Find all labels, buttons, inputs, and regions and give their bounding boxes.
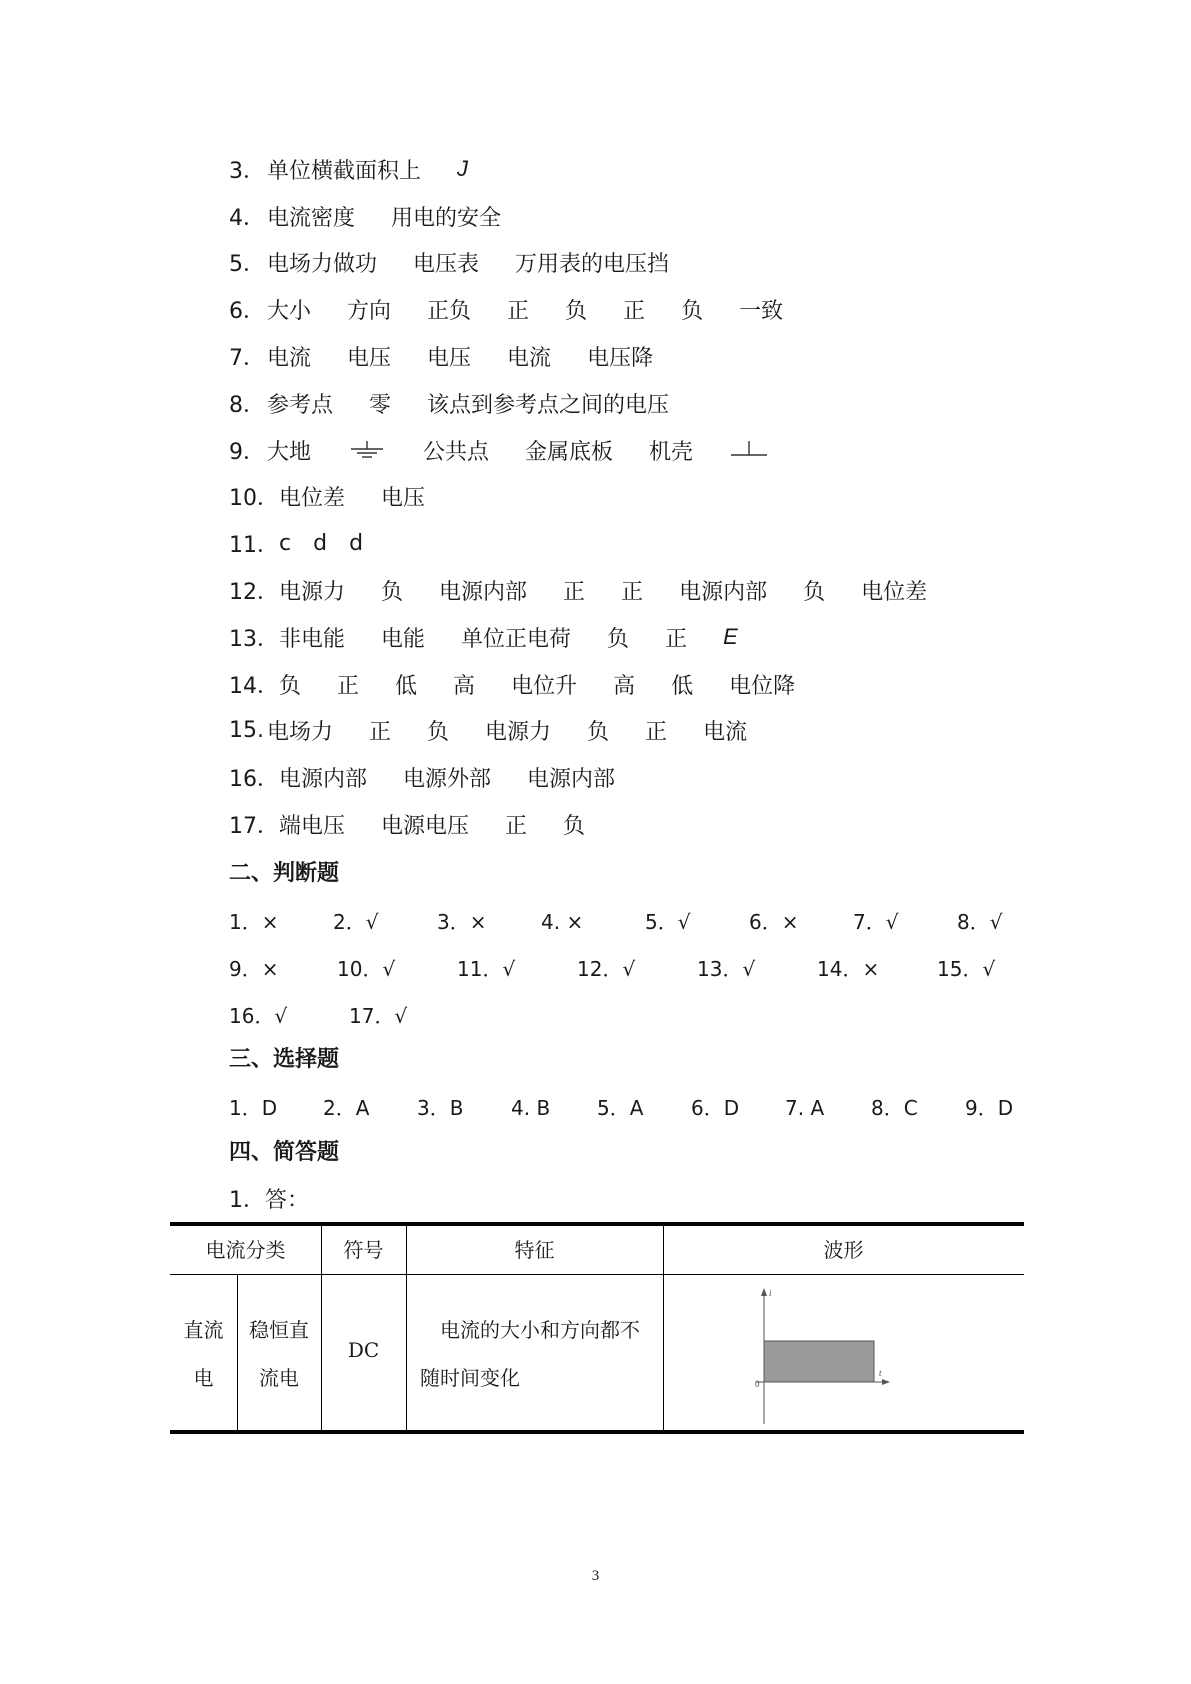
section-heading-short-answer: 四、简答题 xyxy=(229,1140,340,1165)
chassis-ground-symbol-icon xyxy=(729,439,769,461)
answer-text: 正 xyxy=(665,626,688,652)
axis-label-t: t xyxy=(879,1368,882,1378)
judgment-row xyxy=(229,902,1019,942)
answer-text: 零 xyxy=(369,392,392,418)
judgment-answer: 12．√ xyxy=(577,957,636,981)
item-number: 12． xyxy=(229,580,279,606)
table-bottom-rule xyxy=(170,1430,1024,1434)
judgment-answer: 6．× xyxy=(749,910,799,934)
judgment-answer: 3．× xyxy=(437,910,487,934)
answer-text: d xyxy=(313,531,328,557)
answer-text: 用电的安全 xyxy=(391,205,502,231)
classification-sub-line2: 流电 xyxy=(259,1366,299,1390)
answer-text: 电源力 xyxy=(279,580,346,606)
judgment-answer: 10．√ xyxy=(337,957,396,981)
choice-answer: 9．D xyxy=(965,1096,1014,1120)
answer-text: 高 xyxy=(613,673,636,699)
answer-text: 正 xyxy=(645,720,668,746)
answer-text: 正 xyxy=(621,580,644,606)
column-divider xyxy=(237,1275,238,1430)
item-number: 5． xyxy=(229,252,265,278)
judgment-answer: 7．√ xyxy=(853,910,899,934)
answer-text: 公共点 xyxy=(423,439,490,465)
answer-text: 高 xyxy=(453,673,476,699)
symbol-cell: DC xyxy=(347,1338,380,1362)
answer-text: 该点到参考点之间的电压 xyxy=(427,392,670,418)
answer-text: 正负 xyxy=(427,299,472,325)
choice-row xyxy=(229,1088,1019,1128)
feature-line2: 随时间变化 xyxy=(420,1366,520,1390)
answer-text: 电压 xyxy=(427,346,472,372)
answer-text: 单位正电荷 xyxy=(461,626,572,652)
answer-text: 电源电压 xyxy=(381,814,470,840)
answer-text: 电流密度 xyxy=(267,205,356,231)
item-number: 13． xyxy=(229,626,279,652)
answer-text: 电流 xyxy=(507,346,552,372)
item-number: 14． xyxy=(229,673,279,699)
answer-text: 电场力 xyxy=(267,720,334,746)
answer-line-15 xyxy=(229,708,1029,755)
answer-text: 电压降 xyxy=(587,346,654,372)
answer-text: 大地 xyxy=(267,439,312,465)
judgment-answer: 17．√ xyxy=(349,1004,408,1028)
choice-answer: 6．D xyxy=(691,1096,740,1120)
judgment-answer: 2．√ xyxy=(333,910,379,934)
answer-line-8 xyxy=(229,380,1029,427)
answer-line-13 xyxy=(229,614,1029,661)
answer-text: 正 xyxy=(337,673,360,699)
choice-answer: 5．A xyxy=(597,1096,644,1120)
judgment-answer: 11．√ xyxy=(457,957,516,981)
classification-main-line2: 电 xyxy=(193,1366,214,1390)
answer-label: 1．答： xyxy=(229,1188,309,1213)
x-axis-arrow xyxy=(882,1379,890,1385)
judgment-answer: 1．× xyxy=(229,910,279,934)
judgment-answer: 14．× xyxy=(817,957,880,981)
table-header-symbol: 符号 xyxy=(343,1238,384,1262)
item-number: 10． xyxy=(229,486,279,512)
answer-text: 电压 xyxy=(347,346,392,372)
answer-text: 万用表的电压挡 xyxy=(515,252,670,278)
judgment-row xyxy=(229,949,1019,989)
judgment-answer: 8．√ xyxy=(957,910,1003,934)
judgment-answer: 4. × xyxy=(541,910,584,934)
answer-text: 电位升 xyxy=(511,673,578,699)
answer-line-6 xyxy=(229,286,1029,333)
dc-waveform-graph xyxy=(754,1286,904,1426)
item-number: 8． xyxy=(229,392,265,418)
answer-text: 正 xyxy=(369,720,392,746)
table-top-rule xyxy=(170,1222,1024,1226)
answer-text: 一致 xyxy=(739,299,784,325)
answer-text: 电源内部 xyxy=(279,767,368,793)
table-header-rule xyxy=(170,1274,1024,1275)
answer-text: 非电能 xyxy=(279,626,346,652)
answer-line-14 xyxy=(229,661,1029,708)
answer-text: 端电压 xyxy=(279,814,346,840)
answer-text: 电源内部 xyxy=(439,580,528,606)
answer-text: 单位横截面积上 xyxy=(267,158,422,184)
answer-text: d xyxy=(349,531,364,557)
answer-text: 低 xyxy=(671,673,694,699)
dc-current-level xyxy=(764,1341,874,1382)
item-number: 16． xyxy=(229,767,279,793)
choice-answer: 3．B xyxy=(417,1096,464,1120)
item-number: 11． xyxy=(229,533,279,559)
answer-text: 负 xyxy=(427,720,450,746)
answer-text: 机壳 xyxy=(649,439,694,465)
answer-text: E xyxy=(723,624,738,650)
section-heading-choice: 三、选择题 xyxy=(229,1047,340,1072)
item-number: 6． xyxy=(229,299,265,325)
choice-answer: 1．D xyxy=(229,1096,278,1120)
answer-text: 方向 xyxy=(347,299,392,325)
answer-text: 电能 xyxy=(381,626,426,652)
answer-line-10 xyxy=(229,474,1029,521)
item-number: 7． xyxy=(229,346,265,372)
answer-text: 电源内部 xyxy=(679,580,768,606)
answer-text: 正 xyxy=(563,580,586,606)
answer-text: 电压表 xyxy=(413,252,480,278)
answer-line-12 xyxy=(229,567,1029,614)
answer-text: 负 xyxy=(565,299,588,325)
answer-line-17 xyxy=(229,801,1029,848)
answer-text: 负 xyxy=(587,720,610,746)
answer-line-9 xyxy=(229,427,1029,474)
feature-line1: 电流的大小和方向都不 xyxy=(440,1318,640,1342)
answer-text: 大小 xyxy=(267,299,312,325)
answer-text: 电源内部 xyxy=(527,767,616,793)
answer-text: 正 xyxy=(505,814,528,840)
answer-text: 电位差 xyxy=(279,486,346,512)
answer-text: 正 xyxy=(623,299,646,325)
judgment-answer: 16．√ xyxy=(229,1004,288,1028)
current-classification-table xyxy=(170,1222,1024,1434)
answer-line-4 xyxy=(229,193,1029,240)
answer-text: 电源力 xyxy=(485,720,552,746)
judgment-answer: 5．√ xyxy=(645,910,691,934)
item-number: 15. xyxy=(229,718,264,744)
waveform-svg xyxy=(754,1286,904,1426)
answer-text: 电位降 xyxy=(729,673,796,699)
table-header-classification: 电流分类 xyxy=(205,1238,286,1262)
answer-text: 电位差 xyxy=(861,580,928,606)
answer-text: 参考点 xyxy=(267,392,334,418)
judgment-row xyxy=(229,996,1019,1036)
item-number: 17． xyxy=(229,814,279,840)
item-number: 4． xyxy=(229,205,265,231)
answer-text: 负 xyxy=(563,814,586,840)
judgment-answer: 9．× xyxy=(229,957,279,981)
judgment-answer: 15．√ xyxy=(937,957,996,981)
choice-answer: 4. B xyxy=(511,1096,551,1120)
choice-answer: 7. A xyxy=(785,1096,825,1120)
classification-main-line1: 直流 xyxy=(183,1318,224,1342)
answer-line-7 xyxy=(229,333,1029,380)
ground-symbol-icon xyxy=(347,439,387,461)
answer-text: 低 xyxy=(395,673,418,699)
answer-text: 负 xyxy=(681,299,704,325)
answer-text: 负 xyxy=(803,580,826,606)
answer-text: J xyxy=(457,156,469,182)
answer-text: 电流 xyxy=(267,346,312,372)
answer-text: 负 xyxy=(607,626,630,652)
answer-text: 电压 xyxy=(381,486,426,512)
axis-label-i: i xyxy=(769,1288,772,1298)
answer-text: 负 xyxy=(279,673,302,699)
answer-line-5 xyxy=(229,240,1029,287)
answer-text: 电流 xyxy=(703,720,748,746)
classification-sub-line1: 稳恒直 xyxy=(249,1318,309,1342)
page-number: 3 xyxy=(591,1568,600,1584)
y-axis-arrow xyxy=(761,1288,767,1296)
fill-blank-answers xyxy=(229,146,1029,848)
item-number: 9． xyxy=(229,439,265,465)
answer-text: 金属底板 xyxy=(525,439,614,465)
answer-text: 负 xyxy=(381,580,404,606)
section-heading-judgment: 二、判断题 xyxy=(229,861,340,886)
choice-answer: 2．A xyxy=(323,1096,370,1120)
choice-answer: 8．C xyxy=(871,1096,918,1120)
judgment-answer: 13．√ xyxy=(697,957,756,981)
table-header-waveform: 波形 xyxy=(823,1238,864,1262)
answer-text: 正 xyxy=(507,299,530,325)
answer-text: c xyxy=(279,531,292,557)
answer-text: 电源外部 xyxy=(403,767,492,793)
answer-line-11 xyxy=(229,520,1029,567)
table-header-feature: 特征 xyxy=(514,1238,555,1262)
origin-label: 0 xyxy=(755,1379,760,1389)
answer-line-3 xyxy=(229,146,1029,193)
answer-line-16 xyxy=(229,754,1029,801)
answer-text: 电场力做功 xyxy=(267,252,378,278)
item-number: 3． xyxy=(229,158,265,184)
